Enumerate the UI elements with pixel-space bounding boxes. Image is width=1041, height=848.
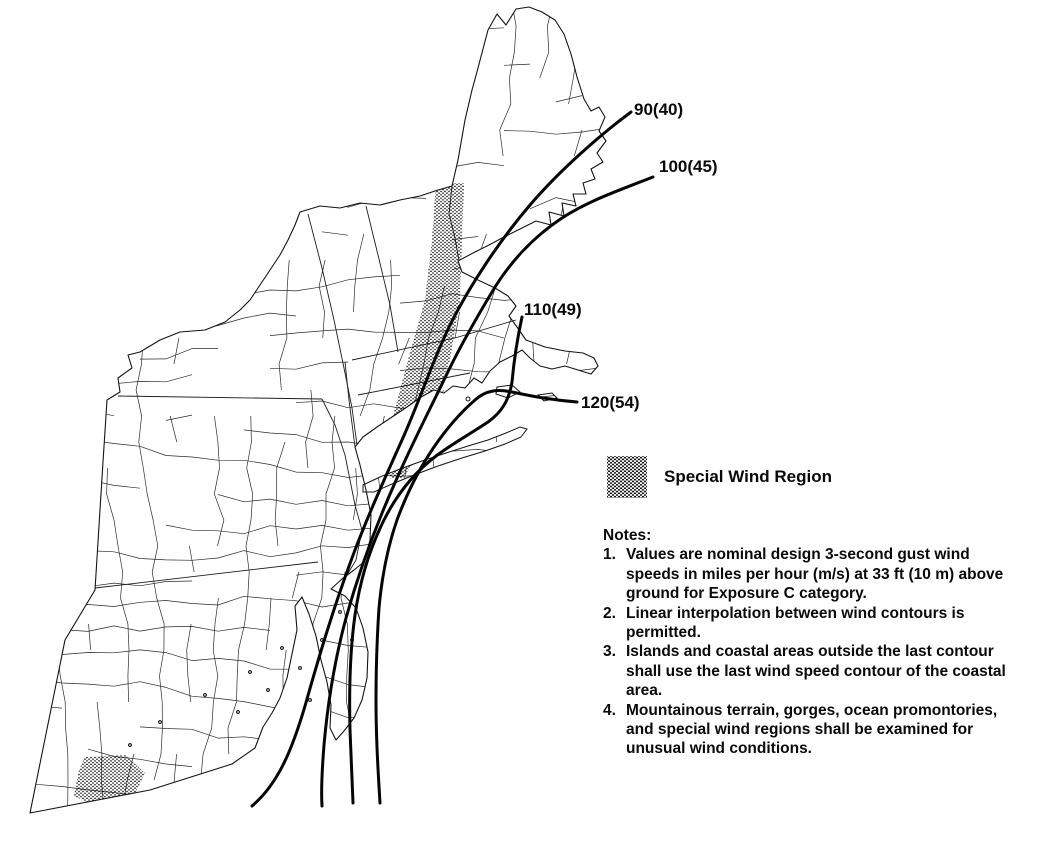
block-island-outline <box>466 397 470 401</box>
note-text: Values are nominal design 3-second gust wind speeds in miles per hour (m/s) at 33 ft (10 m) above ground for Exposure C category. <box>626 546 1004 603</box>
note-number: 3. <box>603 643 616 661</box>
wind-contour-110-label: 110(49) <box>524 300 582 319</box>
long-island-outline <box>363 427 527 492</box>
note-text: Islands and coastal areas outside the last contour shall use the last wind speed contour of the coastal area. <box>626 643 1006 700</box>
note-item <box>603 604 1027 643</box>
note-text: Linear interpolation between wind contours is permitted. <box>626 604 965 642</box>
note-item <box>603 701 1027 759</box>
note-number: 2. <box>603 604 616 622</box>
note-text: Mountainous terrain, gorges, ocean promontories, and special wind regions shall be examined for unusual wind conditions. <box>626 701 998 758</box>
wind-contour-120-label: 120(54) <box>581 393 640 412</box>
legend-label: Special Wind Region <box>664 467 832 486</box>
note-item <box>603 642 1027 700</box>
special-wind-region-southwest <box>74 755 145 808</box>
wind-contour-100-label: 100(45) <box>659 157 718 176</box>
special-wind-region-swatch-icon <box>607 456 647 498</box>
note-number: 4. <box>603 701 616 719</box>
note-item <box>603 545 1027 603</box>
notes-heading: Notes: <box>603 527 652 544</box>
notes <box>603 526 1027 759</box>
wind-contour-120-line <box>376 391 577 803</box>
note-number: 1. <box>603 546 616 564</box>
wind-contour-90-label: 90(40) <box>634 100 684 119</box>
special-wind-region-new-england <box>385 183 464 478</box>
legend <box>607 456 832 498</box>
mainland-outline <box>30 7 606 813</box>
